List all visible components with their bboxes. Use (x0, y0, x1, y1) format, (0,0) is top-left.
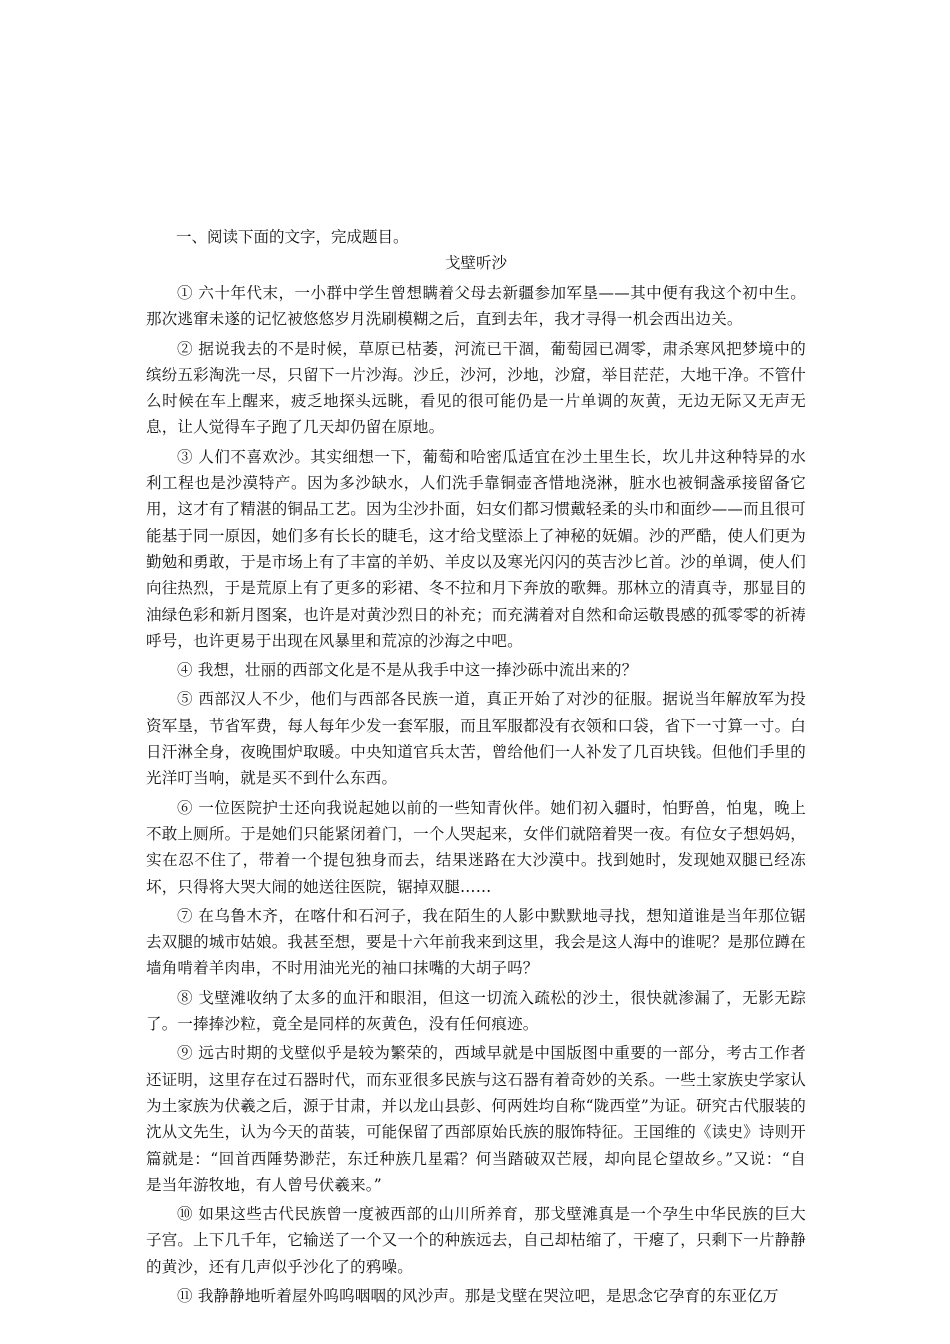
section-heading: 一、阅读下面的文字，完成题目。 (176, 228, 409, 246)
article-body (146, 280, 806, 1309)
paragraph-5: ⑤ 西部汉人不少，他们与西部各民族一道，真正开始了对沙的征服。据说当年解放军为投资军垦，节省军费，每人每年少发一套军服，而且军服都没有衣领和口袋，省下一寸算一寸。白日汗淋全身，夜晚围炉取暖。中央知道官兵太苦，曾给他们一人补发了几百块钱。但他们手里的光洋叮当响，就是买不到什么东西。 (146, 690, 806, 788)
paragraph-4: ④ 我想，壮丽的西部文化是不是从我手中这一捧沙砾中流出来的？ (177, 661, 638, 680)
paragraph-2: ② 据说我去的不是时候，草原已枯萎，河流已干涸，葡萄园已凋零，肃杀寒风把梦境中的缤纷五彩淘洗一尽，只留下一片沙海。沙丘，沙河，沙地，沙窟，举目茫茫，大地干净。不管什么时候在车上醒来，疲乏地探头远眺，看见的很可能仍是一片单调的灰黄，无边无际又无声无息，让人觉得车子跑了几天却仍留在原地。 (146, 339, 806, 437)
paragraph-10: ⑩ 如果这些古代民族曾一度被西部的山川所养育，那戈壁滩真是一个孕生中华民族的巨大子宫。上下几千年，它输送了一个又一个的种族远去，自己却枯缩了，干瘪了，只剩下一片静静的黄沙，还有几声似乎沙化了的鸦噪。 (146, 1205, 806, 1276)
paragraph-6: ⑥ 一位医院护士还向我说起她以前的一些知青伙伴。她们初入疆时，怕野兽，怕鬼，晚上不敢上厕所。于是她们只能紧闭着门，一个人哭起来，女伴们就陪着哭一夜。有位女子想妈妈，实在忍不住了，带着一个提包独身而去，结果迷路在大沙漠中。找到她时，发现她双腿已经冻坏，只得将大哭大闹的她送往医院，锯掉双腿…… (146, 798, 806, 896)
paragraph-3: ③ 人们不喜欢沙。其实细想一下，葡萄和哈密瓜适宜在沙土里生长，坎儿井这种特异的水利工程也是沙漠特产。因为多沙缺水，人们洗手靠铜壶吝惜地浇淋，脏水也被铜盏承接留备它用，这才有了精湛的铜品工艺。因为尘沙扑面，妇女们都习惯戴轻柔的头巾和面纱——而且很可能基于同一原因，她们多有长长的睫毛，这才给戈壁添上了神秘的妩媚。沙的严酷，使人们更为勤勉和勇敢，于是市场上有了丰富的羊奶、羊皮以及寒光闪闪的英吉沙匕首。沙的单调，使人们向往热烈，于是荒原上有了更多的彩裙、冬不拉和月下奔放的歌舞。那林立的清真寺，那显目的油绿色彩和新月图案，也许是对黄沙烈日的补充；而充满着对自然和命运敬畏感的孤零零的祈祷呼号，也许更易于出现在风暴里和荒凉的沙海之中吧。 (146, 447, 806, 650)
paragraph-9: ⑨ 远古时期的戈壁似乎是较为繁荣的，西域早就是中国版图中重要的一部分，考古工作者还证明，这里存在过石器时代，而东亚很多民族与这石器有着奇妙的关系。一些土家族史学家认为土家族为伏羲之后，源于甘肃，并以龙山县彭、何两姓均自称“陇西堂”为证。研究古代服装的沈从文先生，认为今天的苗装，可能保留了西部原始氏族的服饰特征。王国维的《读史》诗则开篇就是：“回首西陲势渺茫，东迁种族几星霜？何当踏破双芒屐，却向昆仑望故乡。”又说：“自是当年游牧地，有人曾号伏羲来。” (146, 1044, 806, 1194)
article-title: 戈壁听沙 (444, 254, 507, 272)
paragraph-11: ⑪ 我静静地听着屋外呜呜咽咽的风沙声。那是戈壁在哭泣吧，是思念它孕育的东亚亿万 (177, 1286, 779, 1305)
paragraph-1: ① 六十年代末，一小群中学生曾想瞒着父母去新疆参加军垦——其中便有我这个初中生。那次逃窜未遂的记忆被悠悠岁月洗刷模糊之后，直到去年，我才寻得一机会西出边关。 (146, 284, 806, 329)
document-page (146, 224, 806, 1312)
paragraph-8: ⑧ 戈壁滩收纳了太多的血汗和眼泪，但这一切流入疏松的沙土，很快就渗漏了，无影无踪了。一捧捧沙粒，竟全是同样的灰黄色，没有任何痕迹。 (146, 988, 806, 1034)
paragraph-7: ⑦ 在乌鲁木齐，在喀什和石河子，我在陌生的人影中默默地寻找，想知道谁是当年那位锯去双腿的城市姑娘。我甚至想，要是十六年前我来到这里，我会是这人海中的谁呢？是那位蹲在墙角啃着羊肉串，不时用油光光的袖口抹嘴的大胡子吗？ (146, 906, 806, 978)
